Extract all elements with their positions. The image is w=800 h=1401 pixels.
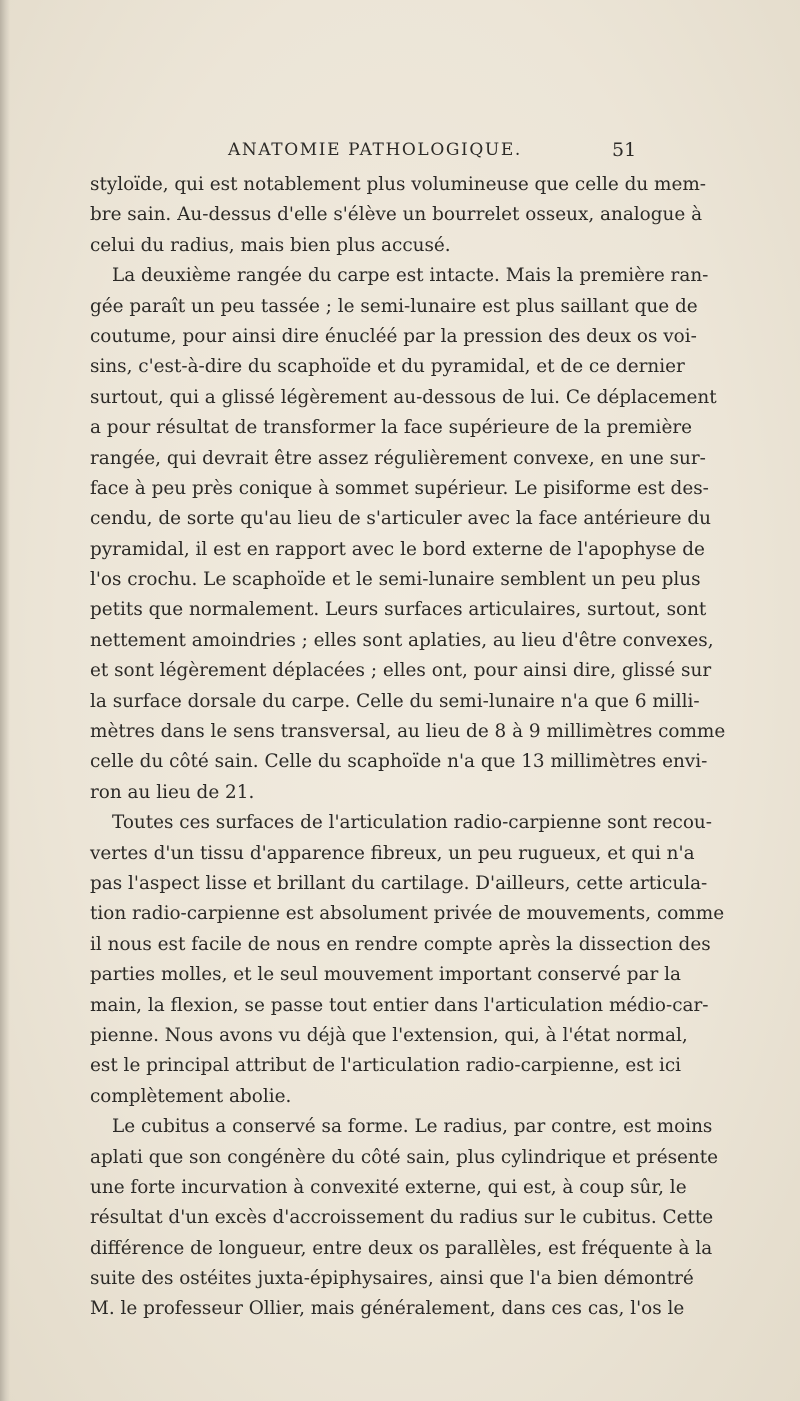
text-line: pienne. Nous avons vu déjà que l'extension, qui, à l'état normal, — [90, 1024, 688, 1046]
text-line: l'os crochu. Le scaphoïde et le semi-lunaire semblent un peu plus — [90, 569, 701, 591]
text-line: la surface dorsale du carpe. Celle du semi-lunaire n'a que 6 milli- — [90, 690, 700, 712]
text-line: rangée, qui devrait être assez régulièrement convexe, en une sur- — [90, 447, 706, 469]
text-line: il nous est facile de nous en rendre compte après la dissection des — [90, 933, 711, 955]
page-binding-edge — [0, 0, 10, 1401]
text-line: résultat d'un excès d'accroissement du radius sur le cubitus. Cette — [90, 1207, 714, 1229]
text-line: styloïde, qui est notablement plus volumineuse que celle du mem- — [90, 174, 707, 195]
text-line: tion radio-carpienne est absolument privée de mouvements, comme — [90, 903, 725, 925]
text-line: pas l'aspect lisse et brillant du cartilage. D'ailleurs, cette articula- — [90, 872, 708, 894]
text-line: gée paraît un peu tassée ; le semi-lunaire est plus saillant que de — [90, 295, 698, 317]
paragraph-start-line: La deuxième rangée du carpe est intacte. Mais la première ran- — [112, 265, 709, 287]
page-number: 51 — [612, 139, 637, 161]
text-line: aplati que son congénère du côté sain, plus cylindrique et présente — [90, 1146, 719, 1168]
text-line: une forte incurvation à convexité externe, qui est, à coup sûr, le — [90, 1176, 687, 1198]
text-line: vertes d'un tissu d'apparence fibreux, un peu rugueux, et qui n'a — [90, 842, 695, 864]
text-line: celle du côté sain. Celle du scaphoïde n'a que 13 millimètres envi- — [90, 751, 708, 773]
text-line: coutume, pour ainsi dire énucléé par la pression des deux os voi- — [90, 325, 697, 347]
paragraph-start-line: Toutes ces surfaces de l'articulation radio-carpienne sont recou- — [112, 812, 712, 834]
text-line: surtout, qui a glissé légèrement au-dessous de lui. Ce déplacement — [90, 386, 717, 408]
text-line: est le principal attribut de l'articulation radio-carpienne, est ici — [90, 1055, 682, 1077]
text-line: nettement amoindries ; elles sont aplaties, au lieu d'être convexes, — [90, 629, 714, 651]
text-line: bre sain. Au-dessus d'elle s'élève un bourrelet osseux, analogue à — [90, 204, 703, 226]
body-text — [90, 170, 726, 1325]
text-line: face à peu près conique à sommet supérieur. Le pisiforme est des- — [90, 477, 709, 499]
text-line: et sont légèrement déplacées ; elles ont, pour ainsi dire, glissé sur — [90, 660, 712, 682]
text-line: cendu, de sorte qu'au lieu de s'articuler avec la face antérieure du — [90, 508, 711, 530]
text-line: petits que normalement. Leurs surfaces articulaires, surtout, sont — [90, 599, 707, 621]
text-line: suite des ostéites juxta-épiphysaires, ainsi que l'a bien démontré — [90, 1268, 694, 1290]
text-line: celui du radius, mais bien plus accusé. — [90, 234, 451, 256]
text-line: ron au lieu de 21. — [90, 781, 255, 803]
text-line: sins, c'est-à-dire du scaphoïde et du pyramidal, et de ce dernier — [90, 356, 685, 378]
text-line: parties molles, et le seul mouvement important conservé par la — [90, 964, 681, 986]
text-line: a pour résultat de transformer la face supérieure de la première — [90, 417, 692, 439]
paragraph-start-line: Le cubitus a conservé sa forme. Le radius, par contre, est moins — [112, 1116, 713, 1138]
text-line: M. le professeur Ollier, mais généralement, dans ces cas, l'os le — [90, 1298, 685, 1320]
text-line: mètres dans le sens transversal, au lieu de 8 à 9 millimètres comme — [90, 721, 726, 743]
text-line: différence de longueur, entre deux os parallèles, est fréquente à la — [90, 1237, 713, 1259]
header-title: ANATOMIE PATHOLOGIQUE. — [228, 140, 522, 160]
running-header — [0, 136, 800, 164]
text-line: complètement abolie. — [90, 1085, 292, 1107]
text-line: main, la flexion, se passe tout entier dans l'articulation médio-car- — [90, 994, 709, 1016]
text-line: pyramidal, il est en rapport avec le bord externe de l'apophyse de — [90, 538, 705, 560]
